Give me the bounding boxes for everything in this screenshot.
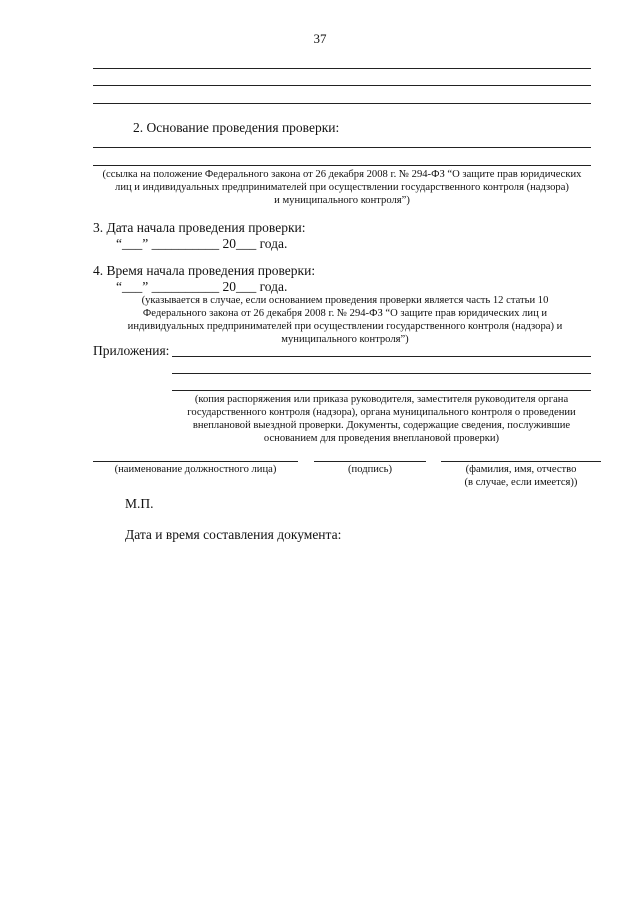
attachments-note-line: (копия распоряжения или приказа руководителя, заместителя руководителя органа: [194, 394, 569, 405]
blank-line: [93, 68, 591, 69]
section-2-title: 2. Основание проведения проверки:: [133, 120, 340, 135]
official-caption: (наименование должностного лица): [114, 464, 277, 475]
blank-line: [93, 103, 591, 104]
full-name-caption: [441, 463, 601, 489]
blank-line: [172, 373, 591, 374]
full-name-caption-line: (в случае, если имеется)): [464, 477, 578, 488]
attachments-note: [172, 393, 591, 445]
stamp-place: М.П.: [125, 496, 154, 511]
signature-line: [314, 461, 426, 462]
blank-line: [172, 390, 591, 391]
blank-line: [93, 165, 591, 166]
section-4-title: 4. Время начала проведения проверки:: [93, 263, 316, 278]
blank-line: [172, 356, 591, 357]
section-4-date-line: “___” __________ 20___ года.: [116, 279, 288, 294]
time-note-line: (указывается в случае, если основанием проведения проверки является часть 12 статьи 10: [141, 295, 549, 306]
time-note-line: муниципального контроля”): [281, 334, 409, 345]
full-name-caption-line: (фамилия, имя, отчество: [465, 464, 577, 475]
time-note: [110, 294, 580, 346]
time-note-line: Федерального закона от 26 декабря 2008 г. № 294-ФЗ “О защите прав юридических лиц и: [142, 308, 548, 319]
document-datetime-label: Дата и время составления документа:: [125, 527, 342, 542]
attachments-note-line: основанием для проведения внеплановой проверки): [263, 433, 500, 444]
reference-note-line: и муниципального контроля”): [274, 195, 410, 206]
signature-caption: (подпись): [348, 464, 392, 475]
reference-note-line: лиц и индивидуальных предпринимателей при осуществлении государственного контроля (надзора): [115, 182, 569, 193]
section-3-date-line: “___” __________ 20___ года.: [116, 236, 288, 251]
reference-note-line: (ссылка на положение Федерального закона от 26 декабря 2008 г. № 294-ФЗ “О защите прав юридических: [102, 169, 582, 180]
attachments-note-line: государственного контроля (надзора), органа муниципального контроля о проведении: [187, 407, 576, 418]
blank-line: [93, 85, 591, 86]
full-name-line: [441, 461, 601, 462]
reference-note: [93, 168, 591, 207]
blank-line: [93, 147, 591, 148]
official-line: [93, 461, 298, 462]
page-number: 37: [313, 31, 327, 46]
attachments-label: Приложения:: [93, 343, 170, 358]
time-note-line: индивидуальных предпринимателей при осуществлении государственного контроля (надзора) и: [127, 321, 563, 332]
attachments-note-line: внеплановой выездной проверки. Документы, содержащие сведения, послужившие: [192, 420, 571, 431]
section-3-title: 3. Дата начала проведения проверки:: [93, 220, 306, 235]
